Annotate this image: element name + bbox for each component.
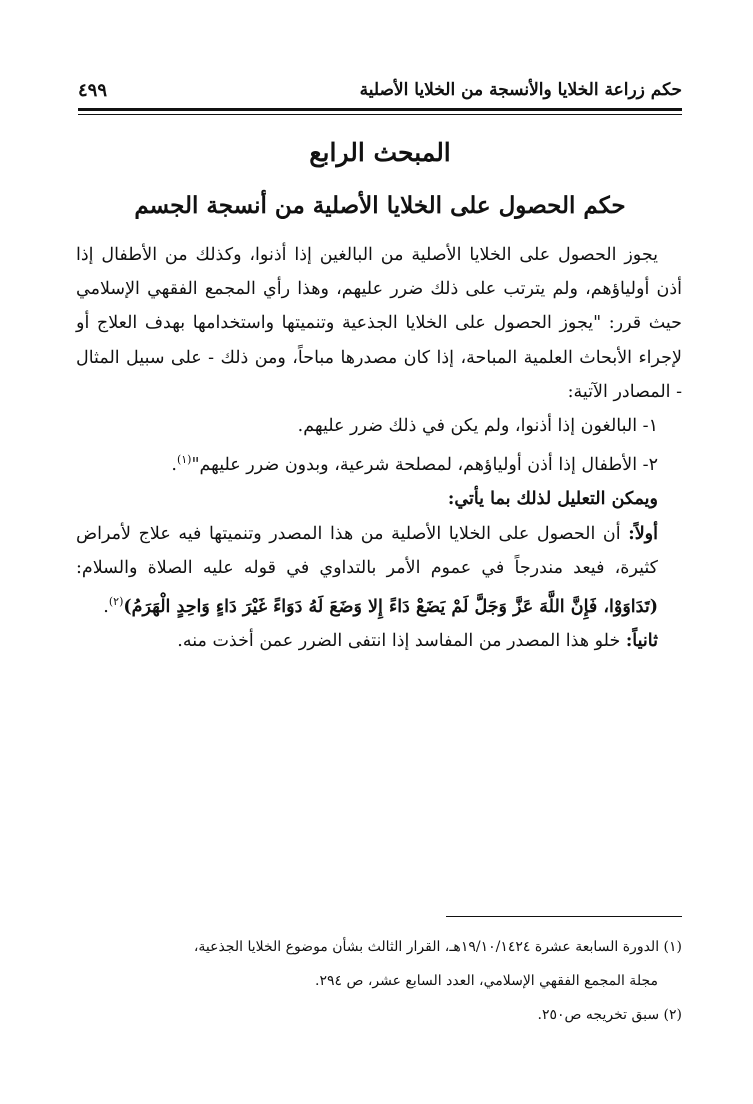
first-reason-text: أن الحصول على الخلايا الأصلية من هذا المصدر وتنميتها فيه علاج لأمراض كثيرة، فيعد مندرجاً في عموم الأمر بالتداوي في قوله عليه الصلاة والسلام: (76, 523, 658, 578)
footnote-1-line-2: مجلة المجمع الفقهي الإسلامي، العدد السابع عشر، ص ٢٩٤. (315, 973, 658, 989)
reasoning-heading: ويمكن التعليل لذلك بما يأتي: (447, 489, 658, 510)
page-header (78, 70, 682, 110)
page-number: ٤٩٩ (78, 80, 108, 101)
footnote-separator (446, 916, 682, 917)
footnote-ref-2: (٢) (108, 595, 124, 609)
footnote-2: (٢) سبق تخريجه ص٢٥٠. (537, 1007, 682, 1023)
footnote-1-line-1: (١) الدورة السابعة عشرة ١٩/١٠/١٤٢٤هـ، القرار الثالث بشأن موضوع الخلايا الجذعية، (193, 939, 682, 955)
list-item-adults: ١- البالغون إذا أذنوا، ولم يكن في ذلك ضرر عليهم. (297, 416, 658, 437)
header-rule-thick (78, 108, 682, 111)
header-rule-thin (78, 114, 682, 115)
body-text (76, 238, 682, 658)
second-reason-paragraph (76, 624, 682, 658)
second-reason-text: خلو هذا المصدر من المفاسد إذا انتفى الضرر عمن أخذت منه. (177, 631, 626, 652)
second-reason-lead: ثانياً: (625, 631, 658, 652)
list-item-children-text: ٢- الأطفال إذا أذن أولياؤهم، لمصلحة شرعية، وبدون ضرر عليهم" (191, 455, 658, 476)
first-reason-paragraph (76, 517, 682, 625)
footnote-ref-1: (١) (176, 453, 192, 467)
intro-paragraph: يجوز الحصول على الخلايا الأصلية من البالغين إذا أذنوا، وكذلك من الأطفال إذا أذن أولياؤهم، ولم يترتب على ذلك ضرر عليهم، وهذا رأي المجمع الفقهي الإسلامي حيث قرر: "يجوز الحصول على الخلايا الجذعية وتنميتها واستخدامها بهدف العلاج أو لإجراء الأبحاث العلمية المباحة، إذا كان مصدرها مباحاً، ومن ذلك - على سبيل المثال - المصادر الآتية: (76, 245, 682, 402)
hadith-quote: (تَدَاوَوْا، فَإِنَّ اللَّهَ عَزَّ وَجَلَّ لَمْ يَضَعْ دَاءً إِلا وَضَعَ لَهُ دَوَاءً غَيْرَ دَاءٍ وَاحِدٍ الْهَرَمُ) (123, 597, 658, 618)
list-item-children (76, 443, 682, 482)
hadith-end: . (103, 597, 109, 618)
running-title: حكم زراعة الخلايا والأنسجة من الخلايا الأصلية (359, 80, 682, 100)
section-subtitle: حكم الحصول على الخلايا الأصلية من أنسجة الجسم (134, 192, 626, 219)
first-reason-lead: أولاً: (628, 523, 658, 544)
footnotes (76, 930, 682, 1032)
section-title: المبحث الرابع (309, 138, 451, 167)
list-item-children-end: . (171, 455, 177, 476)
